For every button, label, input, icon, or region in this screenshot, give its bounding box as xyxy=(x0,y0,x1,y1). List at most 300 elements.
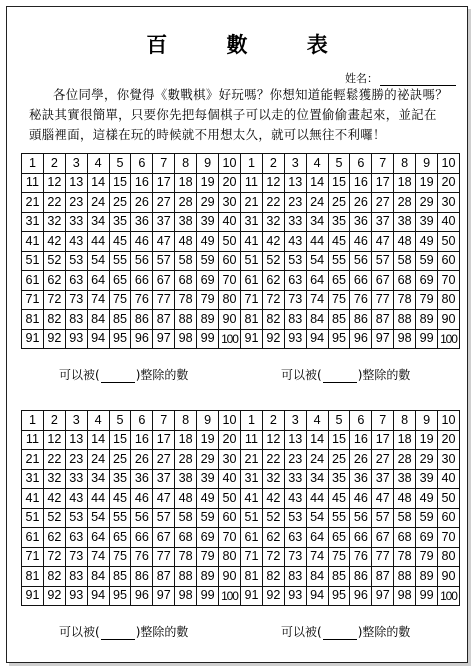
grid-row xyxy=(22,586,241,606)
number-cell: 20 xyxy=(438,430,460,450)
number-cell: 10 xyxy=(438,154,460,174)
number-cell: 97 xyxy=(372,329,394,349)
number-cell: 25 xyxy=(109,193,131,213)
number-cell: 13 xyxy=(284,430,306,450)
number-cell: 71 xyxy=(241,290,263,310)
number-cell: 6 xyxy=(350,411,372,431)
number-cell: 40 xyxy=(438,469,460,489)
number-cell: 57 xyxy=(372,251,394,271)
number-cell: 60 xyxy=(219,251,241,271)
number-cell: 58 xyxy=(175,251,197,271)
number-cell: 2 xyxy=(262,154,284,174)
number-cell: 9 xyxy=(197,154,219,174)
number-cell: 8 xyxy=(175,411,197,431)
number-cell: 47 xyxy=(372,232,394,252)
caption-before: 可以被( xyxy=(59,368,100,382)
number-cell: 45 xyxy=(109,232,131,252)
divisor-blank xyxy=(101,369,135,383)
number-cell: 94 xyxy=(306,586,328,606)
number-cell: 98 xyxy=(394,329,416,349)
number-cell: 14 xyxy=(87,430,109,450)
number-cell: 83 xyxy=(284,567,306,587)
number-cell: 16 xyxy=(131,173,153,193)
number-cell: 90 xyxy=(438,310,460,330)
grid-row xyxy=(22,232,241,252)
number-cell: 12 xyxy=(262,173,284,193)
number-cell: 77 xyxy=(153,547,175,567)
grid-row xyxy=(22,173,241,193)
number-cell: 36 xyxy=(131,469,153,489)
number-cell: 96 xyxy=(350,586,372,606)
number-cell: 23 xyxy=(284,450,306,470)
number-cell: 4 xyxy=(306,154,328,174)
number-cell: 86 xyxy=(131,310,153,330)
number-cell: 3 xyxy=(65,154,87,174)
number-cell: 28 xyxy=(175,450,197,470)
number-cell: 64 xyxy=(306,528,328,548)
grid-row xyxy=(22,271,241,291)
number-cell: 47 xyxy=(153,489,175,509)
number-cell: 59 xyxy=(197,251,219,271)
number-cell: 19 xyxy=(197,173,219,193)
number-cell: 67 xyxy=(153,528,175,548)
number-cell: 17 xyxy=(153,173,175,193)
number-cell: 24 xyxy=(306,450,328,470)
number-cell: 67 xyxy=(153,271,175,291)
number-cell: 10 xyxy=(219,411,241,431)
number-cell: 50 xyxy=(438,489,460,509)
number-cell: 19 xyxy=(416,173,438,193)
number-cell: 58 xyxy=(175,508,197,528)
number-cell: 57 xyxy=(372,508,394,528)
number-cell: 99 xyxy=(416,586,438,606)
grid-row xyxy=(241,450,460,470)
page-title: 百 數 表 xyxy=(146,32,354,57)
number-cell: 51 xyxy=(241,251,263,271)
number-cell: 95 xyxy=(109,586,131,606)
number-cell: 98 xyxy=(175,586,197,606)
number-cell: 21 xyxy=(241,193,263,213)
grid-row xyxy=(241,430,460,450)
number-cell: 40 xyxy=(219,469,241,489)
number-cell: 73 xyxy=(284,290,306,310)
number-cell: 9 xyxy=(416,411,438,431)
number-cell: 22 xyxy=(43,193,65,213)
grid-row xyxy=(241,567,460,587)
number-cell: 70 xyxy=(438,271,460,291)
number-cell: 34 xyxy=(306,212,328,232)
number-cell: 4 xyxy=(87,411,109,431)
number-cell: 43 xyxy=(284,232,306,252)
number-cell: 60 xyxy=(219,508,241,528)
grid-row xyxy=(241,528,460,548)
number-cell: 19 xyxy=(197,430,219,450)
number-cell: 39 xyxy=(416,469,438,489)
number-cell: 80 xyxy=(219,547,241,567)
grid-row xyxy=(22,469,241,489)
number-cell: 55 xyxy=(328,251,350,271)
number-cell: 54 xyxy=(306,508,328,528)
number-cell: 78 xyxy=(175,547,197,567)
number-cell: 69 xyxy=(416,271,438,291)
number-cell: 54 xyxy=(306,251,328,271)
number-cell: 36 xyxy=(350,212,372,232)
number-cell: 4 xyxy=(306,411,328,431)
number-cell: 13 xyxy=(65,430,87,450)
number-cell: 70 xyxy=(219,271,241,291)
caption-after: )整除的數 xyxy=(135,625,189,639)
number-cell: 59 xyxy=(416,508,438,528)
number-cell: 14 xyxy=(87,173,109,193)
number-cell: 76 xyxy=(350,547,372,567)
number-cell: 61 xyxy=(241,271,263,291)
number-cell: 72 xyxy=(43,547,65,567)
number-cell: 35 xyxy=(328,212,350,232)
number-cell: 92 xyxy=(262,586,284,606)
number-cell: 96 xyxy=(350,329,372,349)
number-cell: 34 xyxy=(306,469,328,489)
number-cell: 27 xyxy=(153,450,175,470)
number-cell: 23 xyxy=(65,193,87,213)
number-cell: 85 xyxy=(109,310,131,330)
number-cell: 47 xyxy=(153,232,175,252)
number-cell: 5 xyxy=(328,154,350,174)
number-cell: 32 xyxy=(43,212,65,232)
number-cell: 33 xyxy=(65,469,87,489)
grid-row xyxy=(22,489,241,509)
number-cell: 64 xyxy=(87,271,109,291)
number-cell: 88 xyxy=(175,567,197,587)
number-cell: 32 xyxy=(43,469,65,489)
number-cell: 83 xyxy=(65,567,87,587)
number-cell: 25 xyxy=(109,450,131,470)
number-cell: 99 xyxy=(197,329,219,349)
number-cell: 3 xyxy=(284,411,306,431)
number-cell: 66 xyxy=(131,528,153,548)
number-cell: 93 xyxy=(284,586,306,606)
number-cell: 7 xyxy=(372,154,394,174)
number-cell: 58 xyxy=(394,251,416,271)
number-cell: 56 xyxy=(350,508,372,528)
number-cell: 76 xyxy=(350,290,372,310)
caption-after: )整除的數 xyxy=(357,368,411,382)
number-cell: 3 xyxy=(284,154,306,174)
number-cell: 91 xyxy=(22,329,44,349)
number-cell: 2 xyxy=(43,154,65,174)
number-cell: 82 xyxy=(43,567,65,587)
grid-row xyxy=(22,411,241,431)
number-cell: 4 xyxy=(87,154,109,174)
number-cell: 34 xyxy=(87,469,109,489)
number-cell: 66 xyxy=(350,528,372,548)
number-cell: 39 xyxy=(416,212,438,232)
number-cell: 53 xyxy=(284,251,306,271)
number-cell: 78 xyxy=(394,290,416,310)
number-cell: 39 xyxy=(197,212,219,232)
number-cell: 6 xyxy=(131,411,153,431)
number-cell: 72 xyxy=(262,290,284,310)
number-cell: 70 xyxy=(219,528,241,548)
number-cell: 20 xyxy=(438,173,460,193)
number-cell: 98 xyxy=(394,586,416,606)
number-cell: 26 xyxy=(131,193,153,213)
number-cell: 91 xyxy=(22,586,44,606)
grid-row xyxy=(241,232,460,252)
number-cell: 53 xyxy=(65,251,87,271)
number-cell: 89 xyxy=(197,310,219,330)
divisor-blank xyxy=(101,626,135,640)
number-cell: 12 xyxy=(43,430,65,450)
number-cell: 89 xyxy=(197,567,219,587)
number-cell: 53 xyxy=(65,508,87,528)
caption-before: 可以被( xyxy=(281,368,322,382)
number-cell: 2 xyxy=(43,411,65,431)
caption-bottom-right xyxy=(281,623,410,640)
number-cell: 48 xyxy=(394,489,416,509)
number-cell: 18 xyxy=(394,173,416,193)
intro-paragraph xyxy=(29,85,449,145)
grid-row xyxy=(241,271,460,291)
number-cell: 13 xyxy=(284,173,306,193)
number-cell: 38 xyxy=(394,469,416,489)
number-cell: 61 xyxy=(22,271,44,291)
number-cell: 65 xyxy=(109,271,131,291)
number-cell: 6 xyxy=(350,154,372,174)
number-cell: 43 xyxy=(284,489,306,509)
number-cell: 27 xyxy=(372,450,394,470)
number-cell: 84 xyxy=(306,567,328,587)
number-cell: 7 xyxy=(153,411,175,431)
number-cell: 93 xyxy=(284,329,306,349)
number-cell: 41 xyxy=(241,489,263,509)
number-cell: 90 xyxy=(219,310,241,330)
number-cell: 43 xyxy=(65,232,87,252)
number-cell: 96 xyxy=(131,586,153,606)
number-cell: 79 xyxy=(197,290,219,310)
number-cell: 48 xyxy=(175,489,197,509)
number-cell: 95 xyxy=(328,329,350,349)
number-cell: 89 xyxy=(416,310,438,330)
grid-row xyxy=(22,212,241,232)
number-cell: 98 xyxy=(175,329,197,349)
number-cell: 100 xyxy=(438,329,460,349)
number-cell: 89 xyxy=(416,567,438,587)
number-cell: 55 xyxy=(328,508,350,528)
caption-before: 可以被( xyxy=(281,625,322,639)
number-cell: 30 xyxy=(438,193,460,213)
number-cell: 15 xyxy=(328,430,350,450)
grid-row xyxy=(241,173,460,193)
number-cell: 21 xyxy=(241,450,263,470)
number-cell: 28 xyxy=(394,450,416,470)
number-cell: 87 xyxy=(153,310,175,330)
number-cell: 29 xyxy=(197,450,219,470)
number-cell: 38 xyxy=(394,212,416,232)
number-cell: 94 xyxy=(306,329,328,349)
number-cell: 43 xyxy=(65,489,87,509)
grid-row xyxy=(241,212,460,232)
number-cell: 83 xyxy=(284,310,306,330)
number-cell: 7 xyxy=(153,154,175,174)
number-cell: 16 xyxy=(350,173,372,193)
number-cell: 62 xyxy=(262,528,284,548)
number-cell: 49 xyxy=(197,489,219,509)
number-cell: 71 xyxy=(22,547,44,567)
number-cell: 10 xyxy=(219,154,241,174)
number-cell: 37 xyxy=(372,212,394,232)
number-cell: 84 xyxy=(87,567,109,587)
grid-row xyxy=(22,528,241,548)
number-cell: 91 xyxy=(241,329,263,349)
number-cell: 100 xyxy=(438,586,460,606)
grid-row xyxy=(241,469,460,489)
number-cell: 52 xyxy=(43,251,65,271)
number-cell: 88 xyxy=(394,567,416,587)
number-cell: 92 xyxy=(43,586,65,606)
number-cell: 77 xyxy=(372,547,394,567)
number-cell: 49 xyxy=(416,232,438,252)
number-cell: 17 xyxy=(372,430,394,450)
number-cell: 68 xyxy=(394,271,416,291)
number-cell: 93 xyxy=(65,329,87,349)
number-cell: 67 xyxy=(372,528,394,548)
number-cell: 92 xyxy=(262,329,284,349)
grid-row xyxy=(22,430,241,450)
number-cell: 40 xyxy=(219,212,241,232)
number-cell: 74 xyxy=(306,290,328,310)
number-cell: 61 xyxy=(22,528,44,548)
number-cell: 41 xyxy=(22,489,44,509)
grid-row xyxy=(22,193,241,213)
number-cell: 65 xyxy=(328,271,350,291)
number-cell: 86 xyxy=(131,567,153,587)
number-cell: 72 xyxy=(43,290,65,310)
caption-after: )整除的數 xyxy=(357,625,411,639)
number-cell: 23 xyxy=(65,450,87,470)
number-cell: 81 xyxy=(22,310,44,330)
number-cell: 44 xyxy=(87,232,109,252)
hundred-chart-bottom-left xyxy=(21,410,241,606)
number-cell: 52 xyxy=(43,508,65,528)
number-cell: 30 xyxy=(219,450,241,470)
number-cell: 6 xyxy=(131,154,153,174)
number-cell: 81 xyxy=(241,310,263,330)
number-cell: 49 xyxy=(416,489,438,509)
number-cell: 63 xyxy=(284,271,306,291)
number-cell: 22 xyxy=(262,193,284,213)
number-cell: 61 xyxy=(241,528,263,548)
number-cell: 9 xyxy=(197,411,219,431)
number-cell: 51 xyxy=(241,508,263,528)
number-cell: 69 xyxy=(197,271,219,291)
grid-row xyxy=(22,251,241,271)
number-cell: 46 xyxy=(131,489,153,509)
number-cell: 5 xyxy=(109,411,131,431)
divisor-blank xyxy=(323,369,357,383)
number-cell: 26 xyxy=(131,450,153,470)
number-cell: 96 xyxy=(131,329,153,349)
number-cell: 24 xyxy=(87,193,109,213)
number-cell: 25 xyxy=(328,450,350,470)
number-cell: 99 xyxy=(197,586,219,606)
number-cell: 29 xyxy=(197,193,219,213)
number-cell: 37 xyxy=(153,469,175,489)
number-cell: 11 xyxy=(22,430,44,450)
number-cell: 82 xyxy=(262,310,284,330)
number-cell: 80 xyxy=(219,290,241,310)
caption-after: )整除的數 xyxy=(135,368,189,382)
caption-top-left xyxy=(59,366,188,383)
number-cell: 1 xyxy=(22,411,44,431)
number-cell: 64 xyxy=(306,271,328,291)
number-cell: 77 xyxy=(372,290,394,310)
grid-row xyxy=(241,547,460,567)
number-cell: 51 xyxy=(22,251,44,271)
number-cell: 74 xyxy=(306,547,328,567)
number-cell: 59 xyxy=(197,508,219,528)
number-cell: 16 xyxy=(350,430,372,450)
number-cell: 85 xyxy=(109,567,131,587)
number-cell: 15 xyxy=(109,173,131,193)
number-cell: 10 xyxy=(438,411,460,431)
number-cell: 92 xyxy=(43,329,65,349)
number-cell: 88 xyxy=(175,310,197,330)
number-cell: 21 xyxy=(22,193,44,213)
number-cell: 33 xyxy=(284,469,306,489)
number-cell: 1 xyxy=(241,411,263,431)
number-cell: 57 xyxy=(153,251,175,271)
number-cell: 53 xyxy=(284,508,306,528)
number-cell: 30 xyxy=(219,193,241,213)
number-cell: 73 xyxy=(65,547,87,567)
number-cell: 1 xyxy=(22,154,44,174)
number-cell: 65 xyxy=(109,528,131,548)
grid-row xyxy=(241,154,460,174)
number-cell: 81 xyxy=(241,567,263,587)
number-cell: 50 xyxy=(219,489,241,509)
number-cell: 40 xyxy=(438,212,460,232)
number-cell: 31 xyxy=(22,469,44,489)
number-cell: 78 xyxy=(175,290,197,310)
number-cell: 66 xyxy=(350,271,372,291)
number-cell: 24 xyxy=(306,193,328,213)
number-cell: 65 xyxy=(328,528,350,548)
number-cell: 32 xyxy=(262,469,284,489)
grid-row xyxy=(241,329,460,349)
number-cell: 7 xyxy=(372,411,394,431)
number-cell: 87 xyxy=(372,567,394,587)
number-cell: 93 xyxy=(65,586,87,606)
number-cell: 54 xyxy=(87,251,109,271)
number-cell: 18 xyxy=(175,173,197,193)
number-cell: 73 xyxy=(65,290,87,310)
hundred-chart-top-right xyxy=(240,153,460,349)
number-cell: 74 xyxy=(87,290,109,310)
number-cell: 11 xyxy=(241,430,263,450)
number-cell: 34 xyxy=(87,212,109,232)
number-cell: 78 xyxy=(394,547,416,567)
number-cell: 55 xyxy=(109,508,131,528)
number-cell: 86 xyxy=(350,310,372,330)
grid-row xyxy=(241,193,460,213)
number-cell: 33 xyxy=(284,212,306,232)
number-cell: 52 xyxy=(262,508,284,528)
number-cell: 66 xyxy=(131,271,153,291)
number-cell: 29 xyxy=(416,193,438,213)
number-cell: 5 xyxy=(109,154,131,174)
number-cell: 69 xyxy=(416,528,438,548)
number-cell: 57 xyxy=(153,508,175,528)
